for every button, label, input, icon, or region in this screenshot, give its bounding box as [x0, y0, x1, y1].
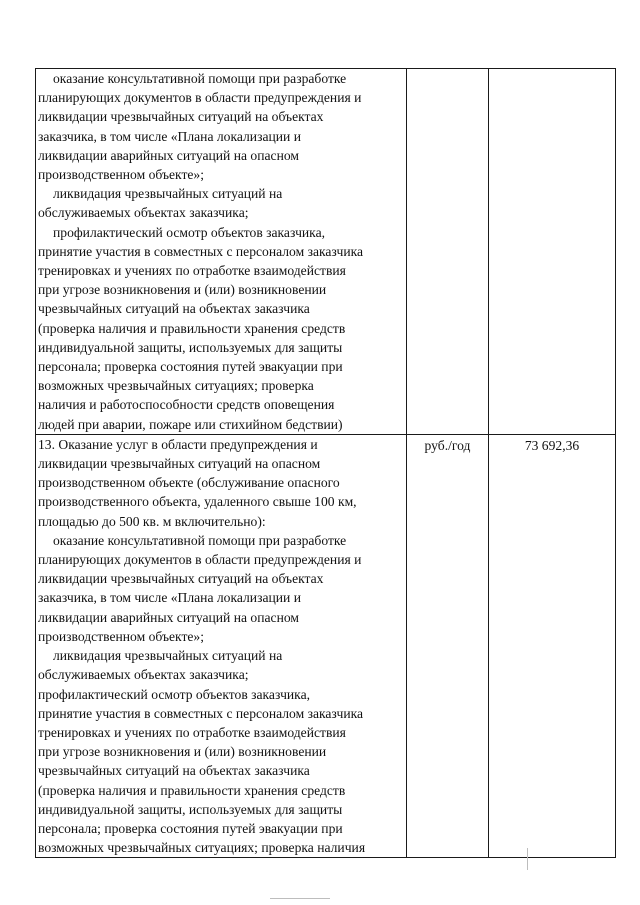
scan-artifact	[527, 848, 528, 870]
description-line: индивидуальной защиты, используемых для защиты	[38, 339, 343, 355]
description-line: оказание консультативной помощи при разработке	[53, 532, 347, 548]
description-line: при угрозе возникновения и (или) возникновении	[38, 282, 327, 298]
description-line: ликвидации чрезвычайных ситуаций на объектах	[38, 109, 324, 125]
unit-value	[407, 69, 488, 70]
description-line: площадью до 500 кв. м включительно):	[38, 513, 266, 529]
description-line: наличия и работоспособности средств оповещения	[38, 397, 335, 413]
description-line: (проверка наличия и правильности хранения средств	[38, 320, 346, 336]
description-line: планирующих документов в области предупреждения и	[38, 552, 362, 568]
services-price-table	[35, 68, 616, 858]
description-cell	[36, 69, 407, 435]
description-line: профилактический осмотр объектов заказчика,	[53, 224, 326, 240]
description-line: ликвидации чрезвычайных ситуаций на опасном	[38, 456, 321, 472]
description-line: возможных чрезвычайных ситуациях; проверка наличия	[38, 840, 366, 856]
price-cell	[489, 434, 616, 857]
unit-cell	[407, 434, 489, 857]
description-line: тренировках и учениях по отработке взаимодействия	[38, 263, 346, 279]
description-line: ликвидации аварийных ситуаций на опасном	[38, 147, 299, 163]
description-line: людей при аварии, пожаре или стихийном бедствии)	[38, 416, 343, 432]
description-line: при угрозе возникновения и (или) возникновении	[38, 744, 327, 760]
price-value: 73 692,36	[524, 437, 580, 453]
price-cell	[489, 69, 616, 435]
description-line: производственном объекте»;	[38, 167, 205, 183]
description-line: (проверка наличия и правильности хранения средств	[38, 782, 346, 798]
description-line: ликвидация чрезвычайных ситуаций на	[53, 648, 283, 664]
unit-value: руб./год	[424, 437, 471, 453]
description-line: персонала; проверка состояния путей эвакуации при	[38, 820, 343, 836]
description-line: персонала; проверка состояния путей эвакуации при	[38, 359, 343, 375]
description-line: чрезвычайных ситуаций на объектах заказчика	[38, 763, 310, 779]
description-line: принятие участия в совместных с персоналом заказчика	[38, 243, 364, 259]
description-line: принятие участия в совместных с персоналом заказчика	[38, 705, 364, 721]
description-line: ликвидации чрезвычайных ситуаций на объектах	[38, 571, 324, 587]
description-line: заказчика, в том числе «Плана локализации и	[38, 128, 301, 144]
description-line: тренировках и учениях по отработке взаимодействия	[38, 724, 346, 740]
price-value	[489, 69, 615, 70]
description-line: индивидуальной защиты, используемых для защиты	[38, 801, 343, 817]
description-line: 13. Оказание услуг в области предупреждения и	[38, 436, 318, 452]
description-line: ликвидации аварийных ситуаций на опасном	[38, 609, 299, 625]
description-line: ликвидация чрезвычайных ситуаций на	[53, 186, 283, 202]
description-line: чрезвычайных ситуаций на объектах заказчика	[38, 301, 310, 317]
description-line: обслуживаемых объектах заказчика;	[38, 667, 249, 683]
description-cell	[36, 434, 407, 857]
description-text	[36, 69, 406, 434]
table-row	[36, 69, 616, 435]
table-row	[36, 434, 616, 857]
description-line: профилактический осмотр объектов заказчика,	[38, 686, 311, 702]
description-line: производственном объекте (обслуживание опасного	[38, 475, 340, 491]
description-line: производственном объекте»;	[38, 628, 205, 644]
scan-artifact	[270, 898, 330, 899]
description-text	[36, 435, 406, 857]
description-line: производственного объекта, удаленного свыше 100 км,	[38, 494, 357, 510]
unit-cell	[407, 69, 489, 435]
description-line: планирующих документов в области предупреждения и	[38, 90, 362, 106]
description-line: возможных чрезвычайных ситуациях; проверка	[38, 378, 314, 394]
description-line: заказчика, в том числе «Плана локализации и	[38, 590, 301, 606]
description-line: обслуживаемых объектах заказчика;	[38, 205, 249, 221]
description-line: оказание консультативной помощи при разработке	[53, 71, 347, 86]
